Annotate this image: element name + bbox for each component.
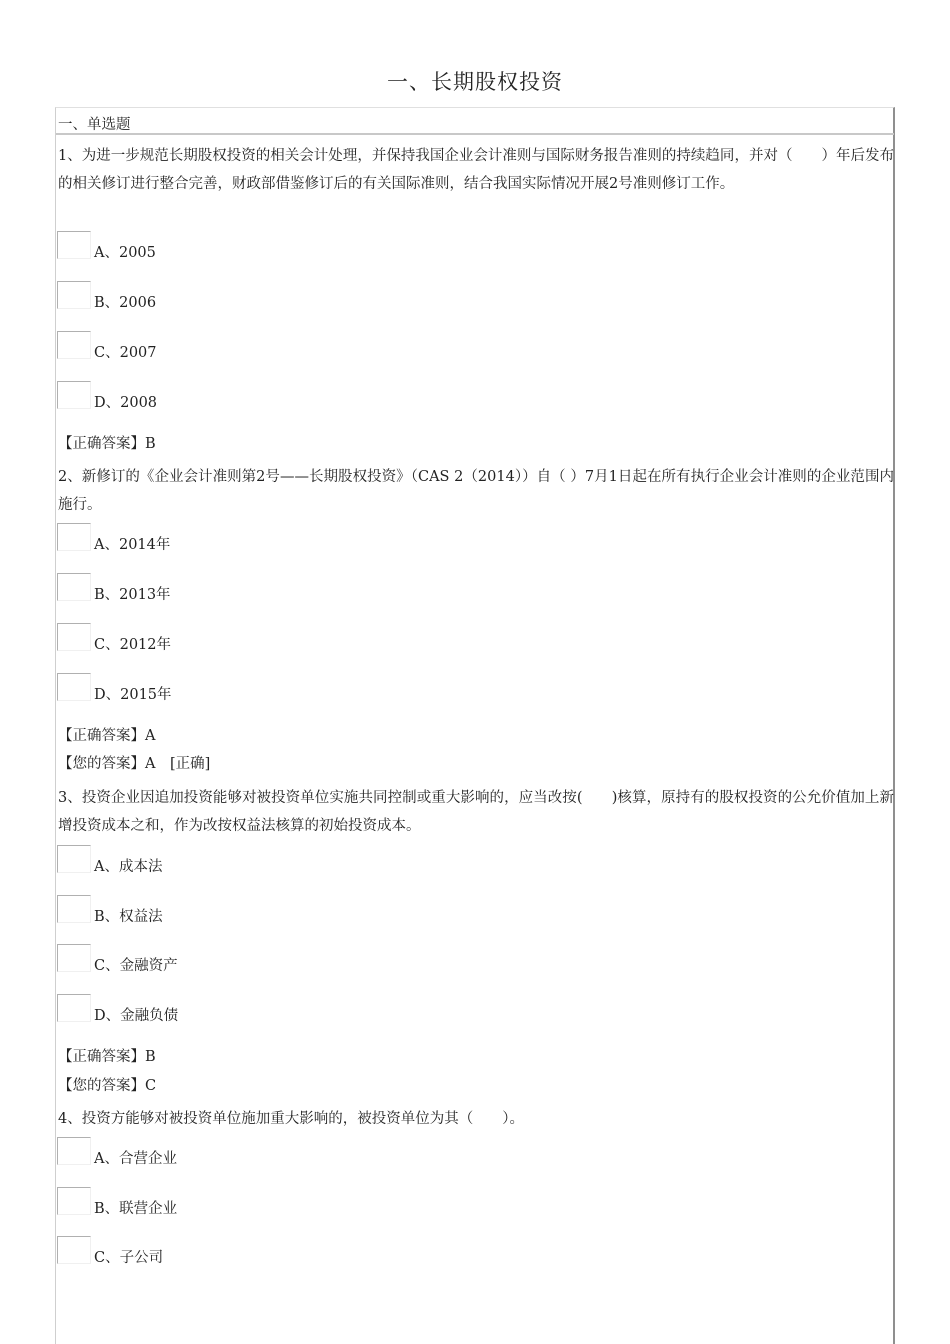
option-label: D、金融负债 <box>94 1008 179 1024</box>
option-label: A、2005 <box>94 245 156 261</box>
option-checkbox[interactable] <box>57 944 91 972</box>
question-1-correct-answer: 【正确答案】B <box>58 436 156 452</box>
option-label: B、2013年 <box>94 587 171 603</box>
option-label: D、2008 <box>94 395 158 411</box>
option-checkbox[interactable] <box>57 623 91 651</box>
option-checkbox[interactable] <box>57 281 91 309</box>
option-checkbox[interactable] <box>57 673 91 701</box>
question-2-your-answer: 【您的答案】A [正确] <box>58 756 211 772</box>
option-checkbox[interactable] <box>57 1137 91 1165</box>
option-label: A、2014年 <box>94 537 171 553</box>
section-title: 一、单选题 <box>58 117 131 133</box>
option-checkbox[interactable] <box>57 331 91 359</box>
option-label: C、子公司 <box>94 1250 164 1266</box>
section-divider <box>56 133 894 135</box>
question-3-correct-answer: 【正确答案】B <box>58 1049 156 1065</box>
question-3-your-answer: 【您的答案】C <box>58 1078 157 1094</box>
option-label: C、2012年 <box>94 637 171 653</box>
question-3-text: 3、投资企业因追加投资能够对被投资单位实施共同控制或重大影响的，应当改按( )核算，原持有的股权投资的公允价值加上新增投资成本之和，作为改按权益法核算的初始投资成本。 <box>58 790 894 834</box>
option-checkbox[interactable] <box>57 381 91 409</box>
option-checkbox[interactable] <box>57 845 91 873</box>
option-checkbox[interactable] <box>57 573 91 601</box>
option-label: A、合营企业 <box>94 1151 177 1167</box>
option-label: B、联营企业 <box>94 1201 178 1217</box>
option-label: B、2006 <box>94 295 157 311</box>
question-4-text: 4、投资方能够对被投资单位施加重大影响的，被投资单位为其（ ）。 <box>58 1111 524 1127</box>
option-label: C、2007 <box>94 345 157 361</box>
option-checkbox[interactable] <box>57 994 91 1022</box>
question-1-text: 1、为进一步规范长期股权投资的相关会计处理，并保持我国企业会计准则与国际财务报告准则的持续趋同，并对（ ）年后发布的相关修订进行整合完善，财政部借鉴修订后的有关国际准则，结合我国实际情况开展2号准则修订工作。 <box>58 148 894 192</box>
content-frame <box>55 107 895 1344</box>
page-title: 一、长期股权投资 <box>387 70 563 94</box>
option-checkbox[interactable] <box>57 523 91 551</box>
option-checkbox[interactable] <box>57 1236 91 1264</box>
option-label: B、权益法 <box>94 909 163 925</box>
question-2-correct-answer: 【正确答案】A <box>58 728 156 744</box>
question-2-text: 2、新修订的《企业会计准则第2号——长期股权投资》（CAS 2（2014））自（ ）7月1日起在所有执行企业会计准则的企业范围内施行。 <box>58 469 894 513</box>
option-checkbox[interactable] <box>57 1187 91 1215</box>
option-label: D、2015年 <box>94 687 172 703</box>
option-checkbox[interactable] <box>57 895 91 923</box>
option-label: A、成本法 <box>94 859 163 875</box>
option-checkbox[interactable] <box>57 231 91 259</box>
option-label: C、金融资产 <box>94 958 178 974</box>
